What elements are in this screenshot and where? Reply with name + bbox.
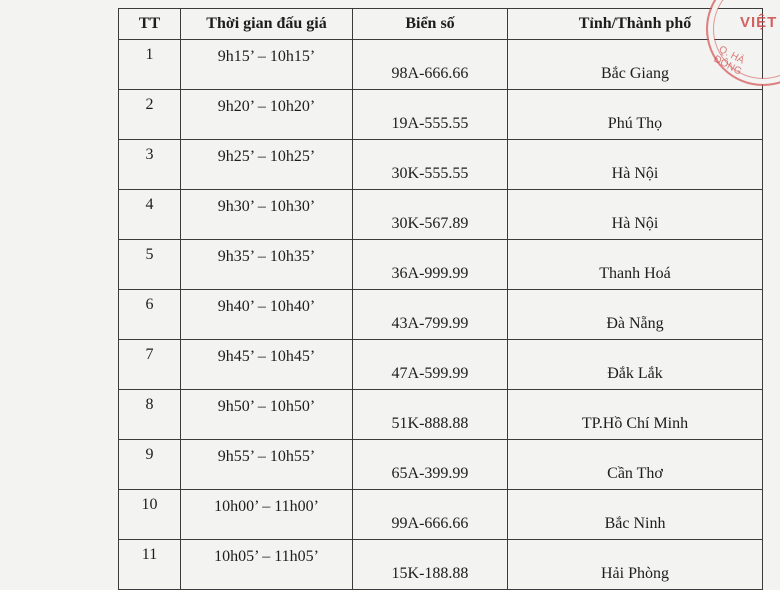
header-plate: Biển số xyxy=(353,9,508,40)
cell-plate: 36A-999.99 xyxy=(353,240,508,290)
cell-city: TP.Hồ Chí Minh xyxy=(508,390,763,440)
cell-time: 9h50’ – 10h50’ xyxy=(181,390,353,440)
cell-plate: 65A-399.99 xyxy=(353,440,508,490)
auction-schedule-table xyxy=(118,8,763,590)
cell-tt: 10 xyxy=(119,490,181,540)
cell-city: Cần Thơ xyxy=(508,440,763,490)
cell-city: Đà Nẵng xyxy=(508,290,763,340)
cell-plate: 15K-188.88 xyxy=(353,540,508,590)
table-row xyxy=(119,540,763,590)
cell-time: 10h05’ – 11h05’ xyxy=(181,540,353,590)
table-row xyxy=(119,390,763,440)
cell-plate: 30K-567.89 xyxy=(353,190,508,240)
cell-tt: 11 xyxy=(119,540,181,590)
table-header-row xyxy=(119,9,763,40)
cell-city: Hà Nội xyxy=(508,190,763,240)
table-row xyxy=(119,490,763,540)
header-city: Tỉnh/Thành phố xyxy=(508,9,763,40)
cell-time: 9h45’ – 10h45’ xyxy=(181,340,353,390)
cell-city: Đắk Lắk xyxy=(508,340,763,390)
table-row xyxy=(119,140,763,190)
cell-tt: 9 xyxy=(119,440,181,490)
table-row xyxy=(119,190,763,240)
cell-plate: 51K-888.88 xyxy=(353,390,508,440)
cell-time: 9h55’ – 10h55’ xyxy=(181,440,353,490)
cell-time: 9h25’ – 10h25’ xyxy=(181,140,353,190)
cell-plate: 19A-555.55 xyxy=(353,90,508,140)
table-row xyxy=(119,440,763,490)
cell-plate: 30K-555.55 xyxy=(353,140,508,190)
table-body xyxy=(119,40,763,590)
cell-city: Bắc Ninh xyxy=(508,490,763,540)
cell-city: Phú Thọ xyxy=(508,90,763,140)
header-time: Thời gian đấu giá xyxy=(181,9,353,40)
cell-time: 9h15’ – 10h15’ xyxy=(181,40,353,90)
cell-tt: 8 xyxy=(119,390,181,440)
cell-plate: 99A-666.66 xyxy=(353,490,508,540)
cell-tt: 7 xyxy=(119,340,181,390)
cell-tt: 2 xyxy=(119,90,181,140)
cell-tt: 4 xyxy=(119,190,181,240)
cell-city: Hà Nội xyxy=(508,140,763,190)
cell-time: 9h40’ – 10h40’ xyxy=(181,290,353,340)
cell-time: 10h00’ – 11h00’ xyxy=(181,490,353,540)
stamp-center-text: VIỆT xyxy=(740,14,778,31)
cell-tt: 5 xyxy=(119,240,181,290)
cell-plate: 47A-599.99 xyxy=(353,340,508,390)
cell-time: 9h30’ – 10h30’ xyxy=(181,190,353,240)
cell-plate: 43A-799.99 xyxy=(353,290,508,340)
table-row xyxy=(119,240,763,290)
table-row xyxy=(119,290,763,340)
header-tt: TT xyxy=(119,9,181,40)
stamp-bottom-text: Q. HÀ ĐÔNG xyxy=(711,44,747,78)
cell-city: Bắc Giang xyxy=(508,40,763,90)
table-row xyxy=(119,340,763,390)
cell-city: Thanh Hoá xyxy=(508,240,763,290)
cell-time: 9h35’ – 10h35’ xyxy=(181,240,353,290)
cell-time: 9h20’ – 10h20’ xyxy=(181,90,353,140)
table-row xyxy=(119,90,763,140)
cell-tt: 3 xyxy=(119,140,181,190)
cell-city: Hải Phòng xyxy=(508,540,763,590)
table-row xyxy=(119,40,763,90)
cell-tt: 1 xyxy=(119,40,181,90)
cell-tt: 6 xyxy=(119,290,181,340)
cell-plate: 98A-666.66 xyxy=(353,40,508,90)
